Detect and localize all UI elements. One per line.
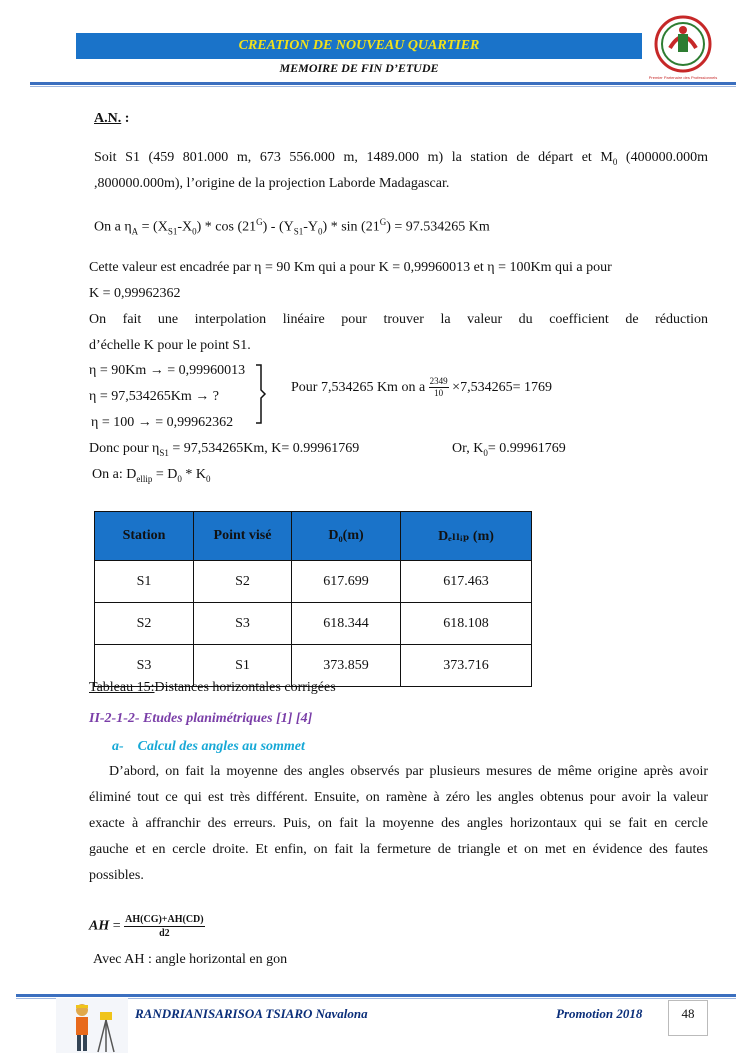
interp-line-3: η = 100 → = 0,99962362 [91, 415, 234, 430]
header-divider-thin [30, 86, 736, 87]
col-d0: D₀(m) [292, 512, 401, 561]
interp-fraction: $\frac{2349}{10}$ [429, 376, 448, 399]
paragraph-station-line2: ,800000.000m), l’origine de la projection Laborde Madagascar. [94, 176, 450, 191]
paragraph-interpolation-line2: d’échelle K pour le point S1. [89, 338, 251, 353]
col-point-vise: Point visé [194, 512, 292, 561]
page-number: 48 [668, 1000, 708, 1036]
table-cell: 373.859 [292, 645, 401, 687]
paragraph-station-line1: Soit S1 (459 801.000 m, 673 556.000 m, 1489.000 m) la station de départ et $M_0$ (400000.000m [94, 150, 708, 167]
paragraph-angles-line3: exacte à affranchir des erreurs. Puis, on fait la moyenne des angles horizontaux qui se fait en cercle [89, 816, 708, 831]
paragraph-bounds-line1: Cette valeur est encadrée par η = 90 Km qui a pour K = 0,99960013 et η = 100Km qui a pour [89, 260, 612, 275]
table-row [95, 561, 532, 603]
logo-caption: Premier Partenaire des Professionnels [648, 75, 718, 80]
paragraph-angles-line2: éliminé tout ce qui est très différent. Ensuite, on ramène à zéro les angles obtenus pour avoir la valeur [89, 790, 708, 805]
interp-line-1: η = 90Km → = 0,99960013 [89, 363, 246, 378]
table-cell: S3 [194, 603, 292, 645]
table-cell: 618.344 [292, 603, 401, 645]
paragraph-bounds-line2: K = 0,99962362 [89, 286, 181, 301]
institution-logo-icon [642, 14, 724, 82]
table-cell: S2 [95, 603, 194, 645]
an-label: A.N. [94, 111, 122, 126]
right-brace-icon [254, 364, 268, 424]
ah-fraction: $\frac{AH(CG)+AH(CD)}{d2}$ [125, 914, 204, 939]
an-heading [94, 106, 129, 132]
table-cell: 617.463 [401, 561, 532, 603]
table-cell: S2 [194, 561, 292, 603]
header-title: CREATION DE NOUVEAU QUARTIER [76, 33, 642, 59]
paragraph-angles-line5: possibles. [89, 868, 144, 883]
col-dellip: Dₑₗₗᵢₚ (m) [401, 512, 532, 561]
paragraph-angles-line1: D’abord, on fait la moyenne des angles observés par plusieurs mesures de même origine après avoir [109, 764, 708, 779]
table-cell: S1 [194, 645, 292, 687]
section-heading: II-2-1-2- Etudes planimétriques [1] [4] [89, 711, 313, 726]
distances-table [94, 511, 532, 687]
promotion-label: Promotion 2018 [556, 1006, 643, 1021]
col-station: Station [95, 512, 194, 561]
header-subtitle: MEMOIRE DE FIN D’ETUDE [279, 61, 439, 75]
avec-line: Avec AH : angle horizontal en gon [93, 952, 288, 967]
ah-formula: AH = $\frac{AH(CG)+AH(CD)}{d2}$ [89, 914, 204, 939]
author-name: RANDRIANISARISOA TSIARO Navalona [135, 1006, 368, 1021]
table-cell: 618.108 [401, 603, 532, 645]
an-colon: : [121, 111, 130, 126]
table-cell: 373.716 [401, 645, 532, 687]
paragraph-interpolation-line1: On fait une interpolation linéaire pour trouver la valeur du coefficient de réduction [89, 312, 708, 327]
table-cell: S3 [95, 645, 194, 687]
footer-divider [16, 994, 736, 997]
surveyor-icon [56, 998, 128, 1053]
eta-equation: On a $\eta_A = (X_{S1}-X_0) * \cos (21^G) - (Y_{S1}-Y_0) * \sin (21^G) = 97.534265$ Km [94, 217, 490, 237]
table-cell: S1 [95, 561, 194, 603]
table-header-row [95, 512, 532, 561]
paragraph-angles-line4: gauche et en cercle droite. Et enfin, on fait la fermeture de triangle et on met en évidence des fautes [89, 842, 708, 857]
table-row [95, 603, 532, 645]
donc-line: Donc pour $\eta_{S1} = 97,534265Km$, K= 0.99961769 [89, 441, 360, 458]
dellip-equation: On a: $D_{ellip} = D_0 * K_0$ [92, 467, 211, 484]
table-cell: 617.699 [292, 561, 401, 603]
subsection-heading: a- Calcul des angles au sommet [112, 739, 305, 754]
interp-result: Pour 7,534265 Km on a $\frac{2349}{10}$ ×7,534265= 1769 [291, 376, 552, 399]
or-line: Or, $K_0= 0.99961769$ [452, 441, 566, 458]
interp-line-2: η = 97,534265Km → ? [89, 389, 219, 404]
table-caption: Tableau 15:Distances horizontales corrigées [89, 680, 336, 695]
header-divider [30, 82, 736, 85]
